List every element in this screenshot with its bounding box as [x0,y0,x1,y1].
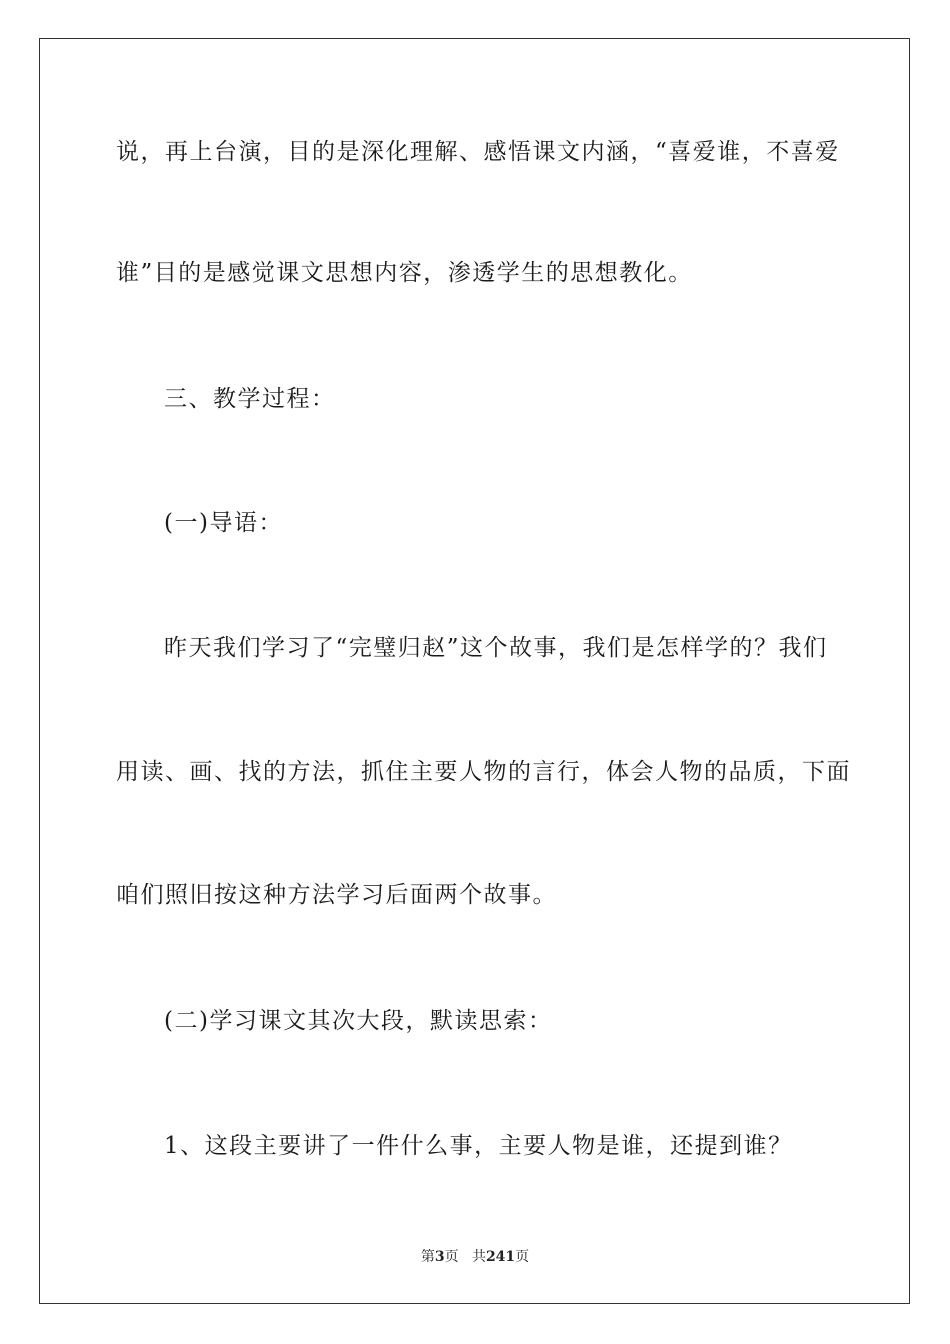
page-footer [0,1248,950,1266]
total-pages: 241 [485,1249,516,1265]
paragraph-line: 用读、画、找的方法，抓住主要人物的言行，体会人物的品质，下面 [116,759,851,785]
page-number: 3 [434,1249,445,1265]
paragraph-line: 昨天我们学习了“完璧归赵”这个故事，我们是怎样学的？我们 [164,635,828,661]
paragraph-line: 咱们照旧按这种方法学习后面两个故事。 [116,882,557,908]
total-suffix: 页 [515,1249,530,1265]
page-suffix: 页 [444,1249,459,1265]
paragraph-line: 说，再上台演，目的是深化理解、感悟课文内涵，“喜爱谁，不喜爱 [116,139,840,165]
section-heading: 三、教学过程： [164,386,336,412]
paragraph-line: 谁”目的是感觉课文思想内容，渗透学生的思想教化。 [116,260,693,286]
total-prefix: 共 [471,1249,486,1265]
page-border [39,38,910,1304]
question-line: 1、这段主要讲了一件什么事，主要人物是谁，还提到谁？ [164,1133,793,1159]
subsection-heading: (二)学习课文其次大段，默读思索： [164,1008,553,1034]
subsection-heading: (一)导语： [164,510,283,536]
page-prefix: 第 [420,1249,435,1265]
